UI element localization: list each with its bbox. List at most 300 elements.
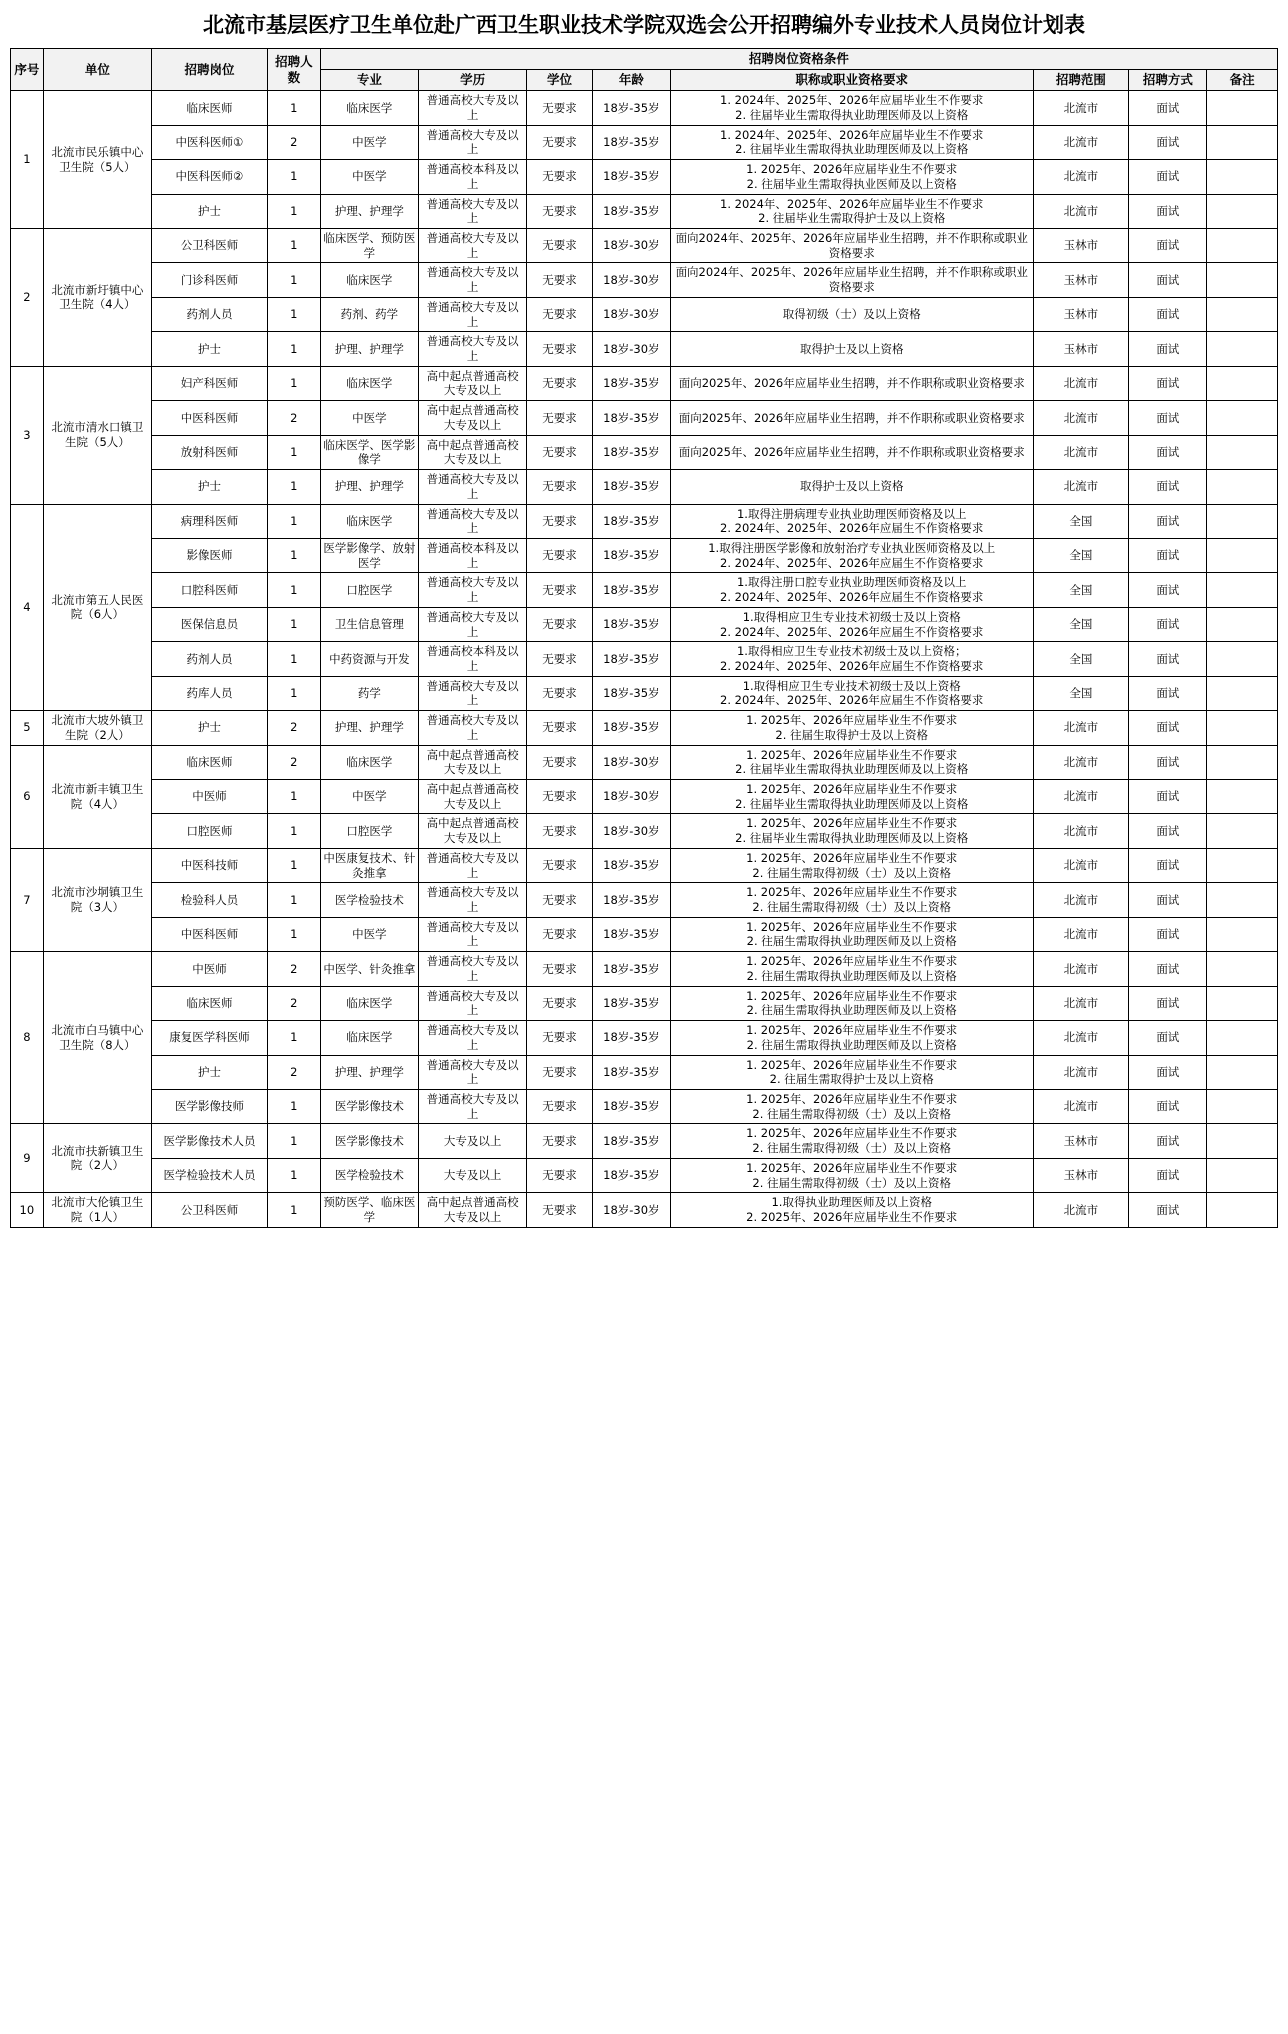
table-row [11, 263, 1278, 297]
cell-note [1207, 917, 1278, 951]
cell-post: 放射科医师 [152, 435, 268, 469]
cell-major: 护理、护理学 [320, 332, 418, 366]
table-row [11, 332, 1278, 366]
table-row [11, 711, 1278, 745]
table-row [11, 917, 1278, 951]
cell-degree: 无要求 [527, 229, 592, 263]
cell-method: 面试 [1129, 917, 1207, 951]
cell-age: 18岁-35岁 [592, 160, 670, 194]
cell-number: 1 [267, 573, 320, 607]
cell-method: 面试 [1129, 745, 1207, 779]
cell-degree: 无要求 [527, 297, 592, 331]
cell-requirement: 1. 2025年、2026年应届毕业生不作要求 2. 往届生需取得执业助理医师及以上资格 [670, 1021, 1033, 1055]
table-row [11, 1124, 1278, 1158]
cell-requirement: 1.取得注册口腔专业执业助理医师资格及以上 2. 2024年、2025年、2026年应届生不作资格要求 [670, 573, 1033, 607]
cell-age: 18岁-35岁 [592, 194, 670, 228]
cell-major: 中医学 [320, 401, 418, 435]
cell-method: 面试 [1129, 676, 1207, 710]
cell-age: 18岁-35岁 [592, 711, 670, 745]
cell-scope: 全国 [1033, 642, 1129, 676]
cell-degree: 无要求 [527, 607, 592, 641]
cell-major: 药学 [320, 676, 418, 710]
cell-post: 药剂人员 [152, 642, 268, 676]
cell-method: 面试 [1129, 332, 1207, 366]
cell-education: 普通高校大专及以上 [419, 676, 527, 710]
cell-requirement: 1. 2025年、2026年应届毕业生不作要求 2. 往届毕业生需取得执业助理医师及以上资格 [670, 780, 1033, 814]
cell-degree: 无要求 [527, 848, 592, 882]
cell-age: 18岁-35岁 [592, 1021, 670, 1055]
table-row [11, 194, 1278, 228]
cell-age: 18岁-30岁 [592, 229, 670, 263]
cell-degree: 无要求 [527, 366, 592, 400]
table-row [11, 1021, 1278, 1055]
cell-number: 1 [267, 366, 320, 400]
table-row [11, 642, 1278, 676]
cell-post: 中医科技师 [152, 848, 268, 882]
col-header-method: 招聘方式 [1129, 70, 1207, 91]
table-row [11, 125, 1278, 159]
cell-number: 2 [267, 125, 320, 159]
cell-degree: 无要求 [527, 814, 592, 848]
cell-unit: 北流市民乐镇中心卫生院（5人） [43, 91, 151, 229]
cell-note [1207, 1055, 1278, 1089]
table-row [11, 1055, 1278, 1089]
cell-note [1207, 1193, 1278, 1227]
cell-degree: 无要求 [527, 194, 592, 228]
cell-method: 面试 [1129, 504, 1207, 538]
cell-scope: 北流市 [1033, 745, 1129, 779]
cell-degree: 无要求 [527, 91, 592, 125]
cell-scope: 北流市 [1033, 366, 1129, 400]
cell-method: 面试 [1129, 470, 1207, 504]
cell-post: 门诊科医师 [152, 263, 268, 297]
cell-education: 高中起点普通高校大专及以上 [419, 1193, 527, 1227]
cell-note [1207, 1124, 1278, 1158]
cell-number: 1 [267, 917, 320, 951]
cell-method: 面试 [1129, 401, 1207, 435]
cell-note [1207, 883, 1278, 917]
cell-age: 18岁-30岁 [592, 263, 670, 297]
cell-number: 1 [267, 263, 320, 297]
cell-note [1207, 1158, 1278, 1192]
cell-method: 面试 [1129, 986, 1207, 1020]
col-header-number: 招聘人数 [267, 49, 320, 91]
cell-education: 高中起点普通高校大专及以上 [419, 814, 527, 848]
cell-age: 18岁-35岁 [592, 986, 670, 1020]
cell-degree: 无要求 [527, 780, 592, 814]
cell-major: 口腔医学 [320, 573, 418, 607]
cell-post: 药剂人员 [152, 297, 268, 331]
cell-major: 中医学 [320, 160, 418, 194]
cell-scope: 北流市 [1033, 780, 1129, 814]
cell-education: 普通高校大专及以上 [419, 883, 527, 917]
cell-degree: 无要求 [527, 1089, 592, 1123]
cell-age: 18岁-30岁 [592, 814, 670, 848]
cell-note [1207, 986, 1278, 1020]
col-header-note: 备注 [1207, 70, 1278, 91]
cell-degree: 无要求 [527, 1021, 592, 1055]
cell-method: 面试 [1129, 1158, 1207, 1192]
cell-education: 高中起点普通高校大专及以上 [419, 745, 527, 779]
cell-number: 1 [267, 470, 320, 504]
col-header-title-requirement: 职称或职业资格要求 [670, 70, 1033, 91]
cell-note [1207, 263, 1278, 297]
cell-education: 普通高校大专及以上 [419, 1021, 527, 1055]
cell-education: 普通高校大专及以上 [419, 297, 527, 331]
cell-major: 中医学 [320, 917, 418, 951]
cell-post: 病理科医师 [152, 504, 268, 538]
cell-post: 公卫科医师 [152, 1193, 268, 1227]
cell-note [1207, 194, 1278, 228]
cell-method: 面试 [1129, 1089, 1207, 1123]
cell-requirement: 1.取得相应卫生专业技术初级士及以上资格； 2. 2024年、2025年、2026年应届生不作资格要求 [670, 642, 1033, 676]
cell-unit: 北流市新丰镇卫生院（4人） [43, 745, 151, 848]
cell-post: 医学影像技术人员 [152, 1124, 268, 1158]
cell-age: 18岁-35岁 [592, 435, 670, 469]
col-header-scope: 招聘范围 [1033, 70, 1129, 91]
cell-requirement: 1.取得相应卫生专业技术初级士及以上资格 2. 2024年、2025年、2026年应届生不作资格要求 [670, 607, 1033, 641]
cell-education: 普通高校本科及以上 [419, 538, 527, 572]
cell-method: 面试 [1129, 125, 1207, 159]
cell-method: 面试 [1129, 848, 1207, 882]
cell-number: 1 [267, 814, 320, 848]
table-row [11, 435, 1278, 469]
cell-post: 公卫科医师 [152, 229, 268, 263]
cell-scope: 北流市 [1033, 401, 1129, 435]
cell-note [1207, 91, 1278, 125]
cell-degree: 无要求 [527, 745, 592, 779]
cell-education: 普通高校本科及以上 [419, 160, 527, 194]
cell-major: 中医学 [320, 125, 418, 159]
cell-requirement: 1. 2025年、2026年应届毕业生不作要求 2. 往届毕业生需取得执业助理医师及以上资格 [670, 814, 1033, 848]
cell-education: 普通高校本科及以上 [419, 642, 527, 676]
cell-requirement: 1. 2025年、2026年应届毕业生不作要求 2. 往届生取得护士及以上资格 [670, 711, 1033, 745]
cell-unit: 北流市扶新镇卫生院（2人） [43, 1124, 151, 1193]
cell-education: 普通高校大专及以上 [419, 986, 527, 1020]
cell-major: 临床医学 [320, 986, 418, 1020]
cell-method: 面试 [1129, 573, 1207, 607]
cell-method: 面试 [1129, 711, 1207, 745]
cell-note [1207, 504, 1278, 538]
cell-number: 1 [267, 538, 320, 572]
cell-scope: 北流市 [1033, 91, 1129, 125]
cell-number: 1 [267, 1193, 320, 1227]
cell-education: 普通高校大专及以上 [419, 125, 527, 159]
cell-age: 18岁-30岁 [592, 297, 670, 331]
cell-major: 临床医学 [320, 745, 418, 779]
cell-requirement: 面向2025年、2026年应届毕业生招聘，并不作职称或职业资格要求 [670, 435, 1033, 469]
cell-education: 普通高校大专及以上 [419, 848, 527, 882]
table-row [11, 1193, 1278, 1227]
cell-seq: 8 [11, 952, 44, 1124]
cell-post: 中医师 [152, 780, 268, 814]
cell-number: 2 [267, 986, 320, 1020]
cell-age: 18岁-35岁 [592, 125, 670, 159]
cell-major: 临床医学 [320, 1021, 418, 1055]
cell-age: 18岁-35岁 [592, 917, 670, 951]
cell-unit: 北流市沙垌镇卫生院（3人） [43, 848, 151, 951]
cell-scope: 玉林市 [1033, 1158, 1129, 1192]
cell-scope: 北流市 [1033, 917, 1129, 951]
cell-major: 中医康复技术、针灸推拿 [320, 848, 418, 882]
table-row [11, 401, 1278, 435]
cell-major: 口腔医学 [320, 814, 418, 848]
cell-note [1207, 435, 1278, 469]
cell-number: 1 [267, 607, 320, 641]
cell-method: 面试 [1129, 883, 1207, 917]
cell-degree: 无要求 [527, 125, 592, 159]
cell-major: 卫生信息管理 [320, 607, 418, 641]
cell-major: 医学检验技术 [320, 883, 418, 917]
cell-method: 面试 [1129, 1021, 1207, 1055]
cell-requirement: 1. 2025年、2026年应届毕业生不作要求 2. 往届生需取得初级（士）及以上资格 [670, 848, 1033, 882]
cell-age: 18岁-35岁 [592, 91, 670, 125]
cell-post: 医学检验技术人员 [152, 1158, 268, 1192]
cell-degree: 无要求 [527, 676, 592, 710]
cell-education: 普通高校大专及以上 [419, 263, 527, 297]
cell-education: 普通高校大专及以上 [419, 711, 527, 745]
table-header [11, 49, 1278, 91]
cell-degree: 无要求 [527, 573, 592, 607]
cell-seq: 10 [11, 1193, 44, 1227]
cell-method: 面试 [1129, 91, 1207, 125]
cell-scope: 北流市 [1033, 1021, 1129, 1055]
cell-requirement: 1. 2025年、2026年应届毕业生不作要求 2. 往届生需取得执业助理医师及以上资格 [670, 952, 1033, 986]
table-row [11, 1158, 1278, 1192]
cell-post: 护士 [152, 470, 268, 504]
cell-unit: 北流市新圩镇中心卫生院（4人） [43, 229, 151, 367]
cell-post: 医保信息员 [152, 607, 268, 641]
cell-number: 1 [267, 229, 320, 263]
cell-method: 面试 [1129, 952, 1207, 986]
cell-degree: 无要求 [527, 883, 592, 917]
cell-number: 1 [267, 160, 320, 194]
cell-note [1207, 332, 1278, 366]
cell-major: 临床医学 [320, 91, 418, 125]
cell-education: 大专及以上 [419, 1124, 527, 1158]
cell-major: 医学影像学、放射医学 [320, 538, 418, 572]
cell-post: 影像医师 [152, 538, 268, 572]
cell-note [1207, 642, 1278, 676]
cell-education: 普通高校大专及以上 [419, 917, 527, 951]
cell-note [1207, 676, 1278, 710]
cell-note [1207, 814, 1278, 848]
cell-scope: 北流市 [1033, 125, 1129, 159]
cell-age: 18岁-35岁 [592, 366, 670, 400]
cell-education: 高中起点普通高校大专及以上 [419, 366, 527, 400]
cell-age: 18岁-35岁 [592, 401, 670, 435]
table-row [11, 160, 1278, 194]
cell-degree: 无要求 [527, 504, 592, 538]
cell-major: 医学影像技术 [320, 1089, 418, 1123]
cell-scope: 北流市 [1033, 470, 1129, 504]
cell-degree: 无要求 [527, 711, 592, 745]
cell-scope: 北流市 [1033, 194, 1129, 228]
cell-education: 普通高校大专及以上 [419, 194, 527, 228]
page-title: 北流市基层医疗卫生单位赴广西卫生职业技术学院双选会公开招聘编外专业技术人员岗位计划表 [203, 13, 1085, 37]
cell-method: 面试 [1129, 1124, 1207, 1158]
cell-education: 普通高校大专及以上 [419, 573, 527, 607]
cell-education: 普通高校大专及以上 [419, 952, 527, 986]
table-row [11, 504, 1278, 538]
cell-requirement: 1.取得相应卫生专业技术初级士及以上资格 2. 2024年、2025年、2026年应届生不作资格要求 [670, 676, 1033, 710]
cell-post: 临床医师 [152, 745, 268, 779]
cell-age: 18岁-35岁 [592, 1124, 670, 1158]
cell-scope: 玉林市 [1033, 332, 1129, 366]
header-row-1 [11, 49, 1278, 70]
cell-education: 大专及以上 [419, 1158, 527, 1192]
cell-age: 18岁-35岁 [592, 642, 670, 676]
cell-seq: 5 [11, 711, 44, 745]
cell-requirement: 1. 2025年、2026年应届毕业生不作要求 2. 往届生需取得初级（士）及以上资格 [670, 1124, 1033, 1158]
cell-note [1207, 229, 1278, 263]
cell-seq: 9 [11, 1124, 44, 1193]
cell-scope: 北流市 [1033, 1089, 1129, 1123]
cell-requirement: 1.取得注册病理专业执业助理医师资格及以上 2. 2024年、2025年、2026年应届生不作资格要求 [670, 504, 1033, 538]
cell-degree: 无要求 [527, 1055, 592, 1089]
cell-requirement: 1. 2024年、2025年、2026年应届毕业生不作要求 2. 往届毕业生需取得执业助理医师及以上资格 [670, 91, 1033, 125]
table-row [11, 745, 1278, 779]
cell-seq: 2 [11, 229, 44, 367]
cell-number: 1 [267, 504, 320, 538]
cell-age: 18岁-30岁 [592, 332, 670, 366]
cell-unit: 北流市大坡外镇卫生院（2人） [43, 711, 151, 745]
cell-note [1207, 745, 1278, 779]
cell-post: 护士 [152, 1055, 268, 1089]
cell-major: 临床医学 [320, 504, 418, 538]
table-row [11, 676, 1278, 710]
cell-degree: 无要求 [527, 952, 592, 986]
cell-degree: 无要求 [527, 263, 592, 297]
cell-degree: 无要求 [527, 160, 592, 194]
table-row [11, 538, 1278, 572]
cell-scope: 北流市 [1033, 814, 1129, 848]
cell-age: 18岁-30岁 [592, 1193, 670, 1227]
col-header-major: 专业 [320, 70, 418, 91]
cell-education: 普通高校大专及以上 [419, 229, 527, 263]
cell-number: 1 [267, 1124, 320, 1158]
cell-scope: 玉林市 [1033, 229, 1129, 263]
table-row [11, 573, 1278, 607]
cell-scope: 北流市 [1033, 711, 1129, 745]
cell-age: 18岁-30岁 [592, 780, 670, 814]
table-row [11, 848, 1278, 882]
cell-age: 18岁-35岁 [592, 1089, 670, 1123]
cell-note [1207, 711, 1278, 745]
cell-requirement: 1. 2025年、2026年应届毕业生不作要求 2. 往届生需取得执业助理医师及以上资格 [670, 917, 1033, 951]
cell-education: 普通高校大专及以上 [419, 1055, 527, 1089]
cell-degree: 无要求 [527, 986, 592, 1020]
cell-note [1207, 538, 1278, 572]
cell-number: 1 [267, 332, 320, 366]
cell-major: 临床医学、预防医学 [320, 229, 418, 263]
cell-requirement: 取得护士及以上资格 [670, 332, 1033, 366]
table-row [11, 814, 1278, 848]
cell-education: 普通高校大专及以上 [419, 91, 527, 125]
cell-method: 面试 [1129, 229, 1207, 263]
cell-age: 18岁-35岁 [592, 952, 670, 986]
cell-requirement: 面向2025年、2026年应届毕业生招聘，并不作职称或职业资格要求 [670, 366, 1033, 400]
cell-requirement: 1.取得注册医学影像和放射治疗专业执业医师资格及以上 2. 2024年、2025年、2026年应届生不作资格要求 [670, 538, 1033, 572]
cell-number: 2 [267, 745, 320, 779]
cell-number: 1 [267, 676, 320, 710]
cell-number: 1 [267, 848, 320, 882]
cell-scope: 北流市 [1033, 1055, 1129, 1089]
cell-degree: 无要求 [527, 642, 592, 676]
cell-major: 护理、护理学 [320, 194, 418, 228]
cell-age: 18岁-35岁 [592, 538, 670, 572]
cell-method: 面试 [1129, 435, 1207, 469]
col-header-qualification-group: 招聘岗位资格条件 [320, 49, 1277, 70]
table-row [11, 607, 1278, 641]
cell-note [1207, 952, 1278, 986]
table-row [11, 986, 1278, 1020]
cell-degree: 无要求 [527, 1124, 592, 1158]
cell-degree: 无要求 [527, 435, 592, 469]
cell-post: 中医科医师① [152, 125, 268, 159]
cell-major: 临床医学 [320, 366, 418, 400]
cell-number: 1 [267, 91, 320, 125]
cell-note [1207, 470, 1278, 504]
cell-scope: 北流市 [1033, 883, 1129, 917]
cell-number: 1 [267, 297, 320, 331]
table-row [11, 91, 1278, 125]
cell-post: 医学影像技师 [152, 1089, 268, 1123]
cell-requirement: 1. 2025年、2026年应届毕业生不作要求 2. 往届生需取得执业助理医师及以上资格 [670, 986, 1033, 1020]
cell-number: 1 [267, 642, 320, 676]
cell-requirement: 面向2024年、2025年、2026年应届毕业生招聘，并不作职称或职业资格要求 [670, 263, 1033, 297]
cell-scope: 全国 [1033, 538, 1129, 572]
cell-scope: 北流市 [1033, 848, 1129, 882]
cell-scope: 全国 [1033, 676, 1129, 710]
cell-scope: 玉林市 [1033, 297, 1129, 331]
cell-number: 1 [267, 883, 320, 917]
cell-number: 1 [267, 1158, 320, 1192]
cell-note [1207, 366, 1278, 400]
cell-note [1207, 125, 1278, 159]
cell-requirement: 1. 2024年、2025年、2026年应届毕业生不作要求 2. 往届毕业生需取得执业助理医师及以上资格 [670, 125, 1033, 159]
cell-method: 面试 [1129, 1193, 1207, 1227]
cell-major: 护理、护理学 [320, 711, 418, 745]
cell-note [1207, 401, 1278, 435]
cell-education: 普通高校大专及以上 [419, 1089, 527, 1123]
cell-note [1207, 607, 1278, 641]
cell-seq: 7 [11, 848, 44, 951]
cell-number: 1 [267, 194, 320, 228]
cell-requirement: 1. 2025年、2026年应届毕业生不作要求 2. 往届生需取得护士及以上资格 [670, 1055, 1033, 1089]
cell-number: 2 [267, 1055, 320, 1089]
table-row [11, 229, 1278, 263]
cell-scope: 北流市 [1033, 986, 1129, 1020]
cell-degree: 无要求 [527, 332, 592, 366]
cell-degree: 无要求 [527, 1158, 592, 1192]
cell-scope: 全国 [1033, 504, 1129, 538]
cell-method: 面试 [1129, 814, 1207, 848]
cell-method: 面试 [1129, 263, 1207, 297]
cell-requirement: 1.取得执业助理医师及以上资格 2. 2025年、2026年应届毕业生不作要求 [670, 1193, 1033, 1227]
cell-post: 护士 [152, 194, 268, 228]
cell-seq: 4 [11, 504, 44, 711]
cell-major: 护理、护理学 [320, 470, 418, 504]
cell-requirement: 取得初级（士）及以上资格 [670, 297, 1033, 331]
table-row [11, 780, 1278, 814]
cell-post: 药库人员 [152, 676, 268, 710]
table-row [11, 1089, 1278, 1123]
cell-scope: 北流市 [1033, 952, 1129, 986]
cell-note [1207, 573, 1278, 607]
cell-unit: 北流市大伦镇卫生院（1人） [43, 1193, 151, 1227]
cell-requirement: 取得护士及以上资格 [670, 470, 1033, 504]
